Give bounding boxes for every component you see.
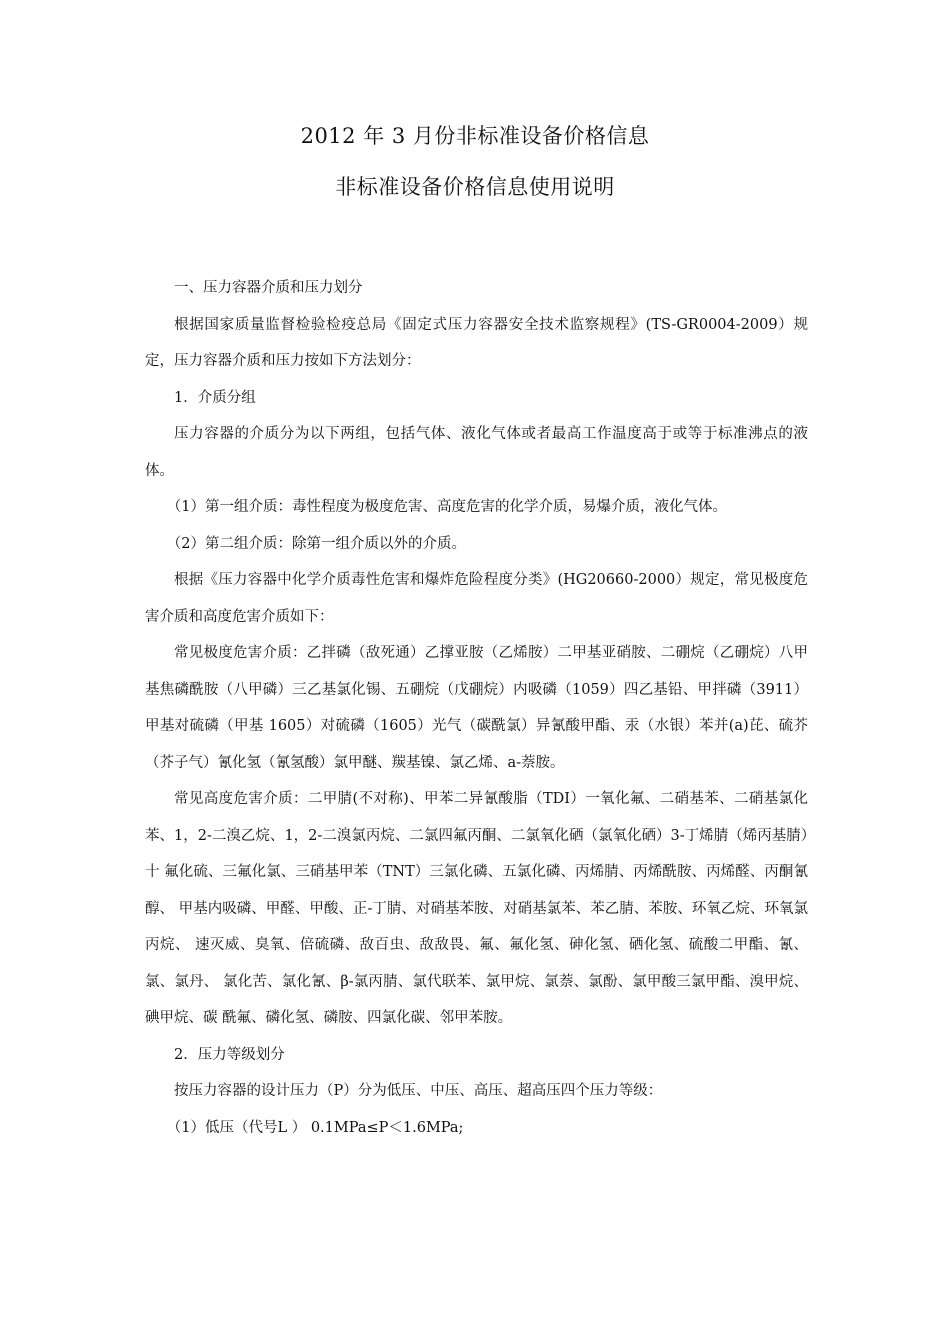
document-subtitle: 非标准设备价格信息使用说明 [335,175,615,199]
paragraph-hazard-classification: 根据《压力容器中化学介质毒性危害和爆炸危险程度分类》(HG20660-2000）规定，常见极度危害介质和高度危害介质如下： [145,572,808,625]
document-title: 2012 年 3 月份非标准设备价格信息 [300,124,650,148]
document-body [145,270,808,1146]
paragraph-high-hazard-media: 常见高度危害介质：二甲腈(不对称)、甲苯二异氰酸脂（TDI）一氧化氟、二硝基苯、二硝基氯化苯、1，2-二溴乙烷、1，2-二溴氯丙烷、二氯四氟丙酮、二氯氧化硒（氯氧化硒）3-丁烯腈（烯丙基腈）十 氟化硫、三氟化氯、三硝基甲苯（TNT）三氯化磷、五氯化磷、丙烯腈、丙烯酰胺、丙烯醛、丙酮氰醇、 甲基内吸磷、甲醛、甲酸、正-丁腈、对硝基苯胺、对硝基氯苯、苯乙腈、苯胺、环氧乙烷、环氧氯丙烷、 速灭威、臭氧、倍硫磷、敌百虫、敌敌畏、氟、氟化氢、砷化氢、硒化氢、硫酸二甲酯、氰、氯、氯丹、 氯化苦、氯化氰、β-氯丙腈、氯代联苯、氯甲烷、氯萘、氯酚、氯甲酸三氯甲酯、溴甲烷、碘甲烷、碳 酰氟、磷化氢、磷胺、四氯化碳、邻甲苯胺。 [145,791,808,1026]
paragraph-extreme-hazard-media: 常见极度危害介质：乙拌磷（敌死通）乙撑亚胺（乙烯胺）二甲基亚硝胺、二硼烷（乙硼烷）八甲基焦磷酰胺（八甲磷）三乙基氯化锡、五硼烷（戊硼烷）内吸磷（1059）四乙基铅、甲拌磷（3911） 甲基对硫磷（甲基 1605）对硫磷（1605）光气（碳酰氯）异氰酸甲酯、汞（水银）苯并(a)芘、硫芥（芥子气）氰化氢（氰氢酸）氯甲醚、羰基镍、氯乙烯、a-萘胺。 [145,645,808,771]
list-item-low-pressure: （1）低压（代号L ） 0.1MPa≤P＜1.6MPa; [166,1119,464,1136]
subsection-heading-medium-groups: 1．介质分组 [174,389,256,406]
subsection-heading-pressure-levels: 2．压力等级划分 [174,1046,285,1063]
paragraph-medium-groups: 压力容器的介质分为以下两组，包括气体、液化气体或者最高工作温度高于或等于标准沸点的液体。 [145,426,808,479]
list-item-group-two: （2）第二组介质：除第一组介质以外的介质。 [166,535,466,552]
paragraph-regulation-basis: 根据国家质量监督检验检疫总局《固定式压力容器安全技术监察规程》(TS-GR0004-2009）规定，压力容器介质和压力按如下方法划分： [145,316,808,369]
section-heading-medium-pressure: 一、压力容器介质和压力划分 [174,280,363,296]
paragraph-pressure-levels: 按压力容器的设计压力（P）分为低压、中压、高压、超高压四个压力等级： [174,1083,663,1099]
list-item-group-one: （1）第一组介质：毒性程度为极度危害、高度危害的化学介质，易爆介质，液化气体。 [166,499,727,515]
